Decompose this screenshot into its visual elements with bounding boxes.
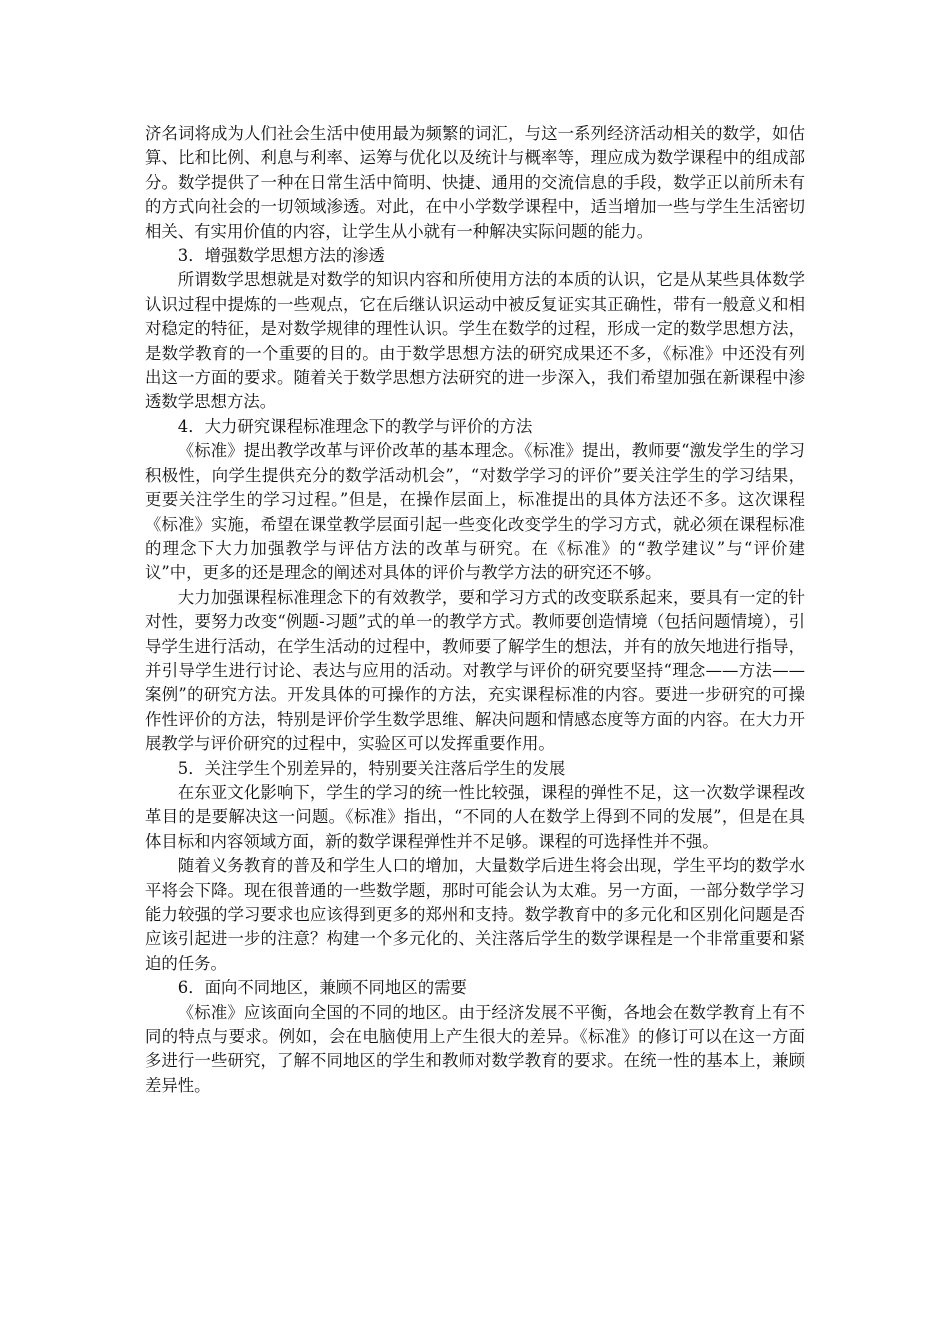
paragraph-different-regions: 《标准》应该面向全国的不同的地区。由于经济发展不平衡，各地会在数学教育上有不同的特点与要求。例如，会在电脑使用上产生很大的差异。《标准》的修订可以在这一方面多进行一些研究，了解不同地区的学生和教师对数学教育的要求。在统一性的基本上，兼顾差异性。: [145, 1002, 805, 1095]
paragraph-standard-reform: 《标准》提出教学改革与评价改革的基本理念。《标准》提出，教师要“激发学生的学习积极性，向学生提供充分的数学活动机会”，“对数学学习的评价”要关注学生的学习结果，更要关注学生的学习过程。”但是，在操作层面上，标准提出的具体方法还不多。这次课程《标准》实施，希望在课堂教学层面引起一些变化改变学生的学习方式，就必须在课程标准的理念下大力加强教学与评估方法的改革与研究。在《标准》的“教学建议”与“评价建议”中，更多的还是理念的阐述对具体的评价与教学方法的研究还不够。: [145, 441, 805, 583]
paragraph-compulsory-education: 随着义务教育的普及和学生人口的增加，大量数学后进生将会出现，学生平均的数学水平将会下降。现在很普通的一些数学题，那时可能会认为太难。另一方面，一部分数学学习能力较强的学习要求也应该得到更多的郑州和支持。数学教育中的多元化和区别化问题是否应该引起进一步的注意？构建一个多元化的、关注落后学生的数学课程是一个非常重要和紧迫的任务。: [145, 856, 805, 973]
section-heading-5: 5．关注学生个别差异的，特别要关注落后学生的发展: [177, 758, 566, 778]
paragraph-economy-math: 济名词将成为人们社会生活中使用最为频繁的词汇，与这一系列经济活动相关的数学，如估算、比和比例、利息与利率、运筹与优化以及统计与概率等，理应成为数学课程中的组成部分。数学提供了一种在日常生活中简明、快捷、通用的交流信息的手段，数学正以前所未有的方式向社会的一切领域渗透。对此，在中小学数学课程中，适当增加一些与学生生活密切相关、有实用价值的内容，让学生从小就有一种解决实际问题的能力。: [145, 124, 805, 241]
document-body: [145, 122, 805, 1098]
paragraph-math-thinking: 所谓数学思想就是对数学的知识内容和所使用方法的本质的认识，它是从某些具体数学认识过程中提炼的一些观点，它在后继认识运动中被反复证实其正确性，带有一般意义和相对稳定的特征，是对数学规律的理性认识。学生在数学的过程，形成一定的数学思想方法，是数学教育的一个重要的目的。由于数学思想方法的研究成果还不多，《标准》中还没有列出这一方面的要求。随着关于数学思想方法研究的进一步深入，我们希望加强在新课程中渗透数学思想方法。: [145, 270, 805, 412]
section-heading-6: 6．面向不同地区，兼顾不同地区的需要: [177, 978, 467, 998]
section-heading-3: 3．增强数学思想方法的渗透: [177, 246, 385, 266]
paragraph-effective-teaching: 大力加强课程标准理念下的有效教学，要和学习方式的改变联系起来，要具有一定的针对性，要努力改变“例题-习题”式的单一的教学方式。教师要创造情境（包括问题情境），引导学生进行活动，在学生活动的过程中，教师要了解学生的想法，并有的放矢地进行指导，并引导学生进行讨论、表达与应用的活动。对教学与评价的研究要坚持“理念——方法——案例”的研究方法。开发具体的可操作的方法，充实课程标准的内容。要进一步研究的可操作性评价的方法，特别是评价学生数学思维、解决问题和情感态度等方面的内容。在大力开展教学与评价研究的过程中，实验区可以发挥重要作用。: [145, 587, 805, 754]
paragraph-east-asian-culture: 在东亚文化影响下，学生的学习的统一性比较强，课程的弹性不足，这一次数学课程改革目的是要解决这一问题。《标准》指出，“不同的人在数学上得到不同的发展”，但是在具体目标和内容领域方面，新的数学课程弹性并不足够。课程的可选择性并不强。: [145, 782, 805, 851]
section-heading-4: 4．大力研究课程标准理念下的教学与评价的方法: [177, 416, 533, 436]
